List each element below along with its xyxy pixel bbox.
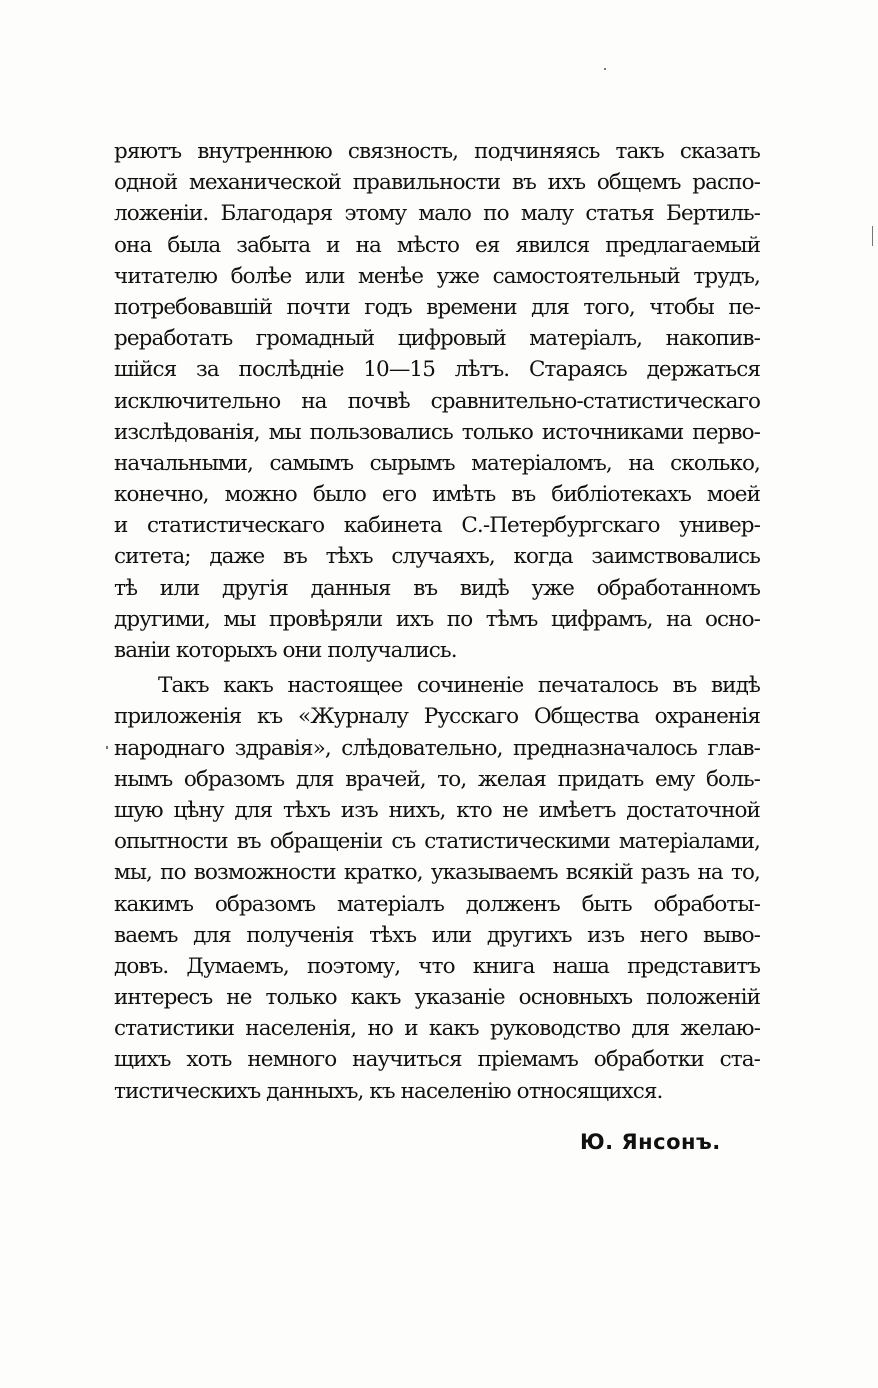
text-line: реработать громадный цифровый матеріалъ, накопив-: [114, 326, 760, 352]
text-line: народнаго здравія», слѣдовательно, предназначалось глав-: [114, 735, 760, 761]
text-line: нымъ образомъ для врачей, то, желая придать ему боль-: [114, 766, 760, 792]
scan-mark-right: [872, 226, 873, 246]
text-line: читателю болѣе или менѣе уже самостоятельный трудъ,: [114, 263, 760, 289]
text-line: начальными, самымъ сырымъ матеріаломъ, на сколько,: [114, 450, 760, 476]
text-line: и статистическаго кабинета С.-Петербургскаго универ-: [114, 513, 760, 539]
text-line: интересъ не только какъ указаніе основныхъ положеній: [114, 985, 760, 1011]
text-line: одной механической правильности въ ихъ общемъ распо-: [114, 170, 760, 196]
text-line: ложеніи. Благодаря этому мало по малу статья Бертиль-: [114, 201, 760, 227]
text-line: ряютъ внутреннюю связность, подчиняясь такъ сказать: [114, 139, 760, 164]
text-line: опытности въ обращеніи съ статистическими матеріалами,: [114, 829, 760, 855]
scan-speck-left: [106, 746, 108, 749]
text-line: ситета; даже въ тѣхъ случаяхъ, когда заимствовались: [114, 544, 760, 570]
text-line: другими, мы провѣряли ихъ по тѣмъ цифрамъ, на осно-: [114, 606, 760, 632]
text-line: довъ. Думаемъ, поэтому, что книга наша представитъ: [114, 953, 760, 979]
text-line: статистики населенія, но и какъ руководство для желаю-: [114, 1016, 760, 1042]
scan-speck-top: [604, 68, 606, 70]
text-line: мы, по возможности кратко, указываемъ всякій разъ на то,: [114, 860, 760, 886]
author-signature: Ю. Янсонъ.: [580, 1130, 721, 1154]
text-line: изслѣдованія, мы пользовались только источниками перво-: [114, 419, 760, 445]
text-line: потребовавшій почти годъ времени для того, чтобы пе-: [114, 294, 760, 320]
text-line: тѣ или другія данныя въ видѣ уже обработанномъ: [114, 575, 760, 601]
text-line: тистическихъ данныхъ, къ населенію относящихся.: [114, 1078, 663, 1104]
text-line: конечно, можно было его имѣть въ библіотекахъ моей: [114, 482, 760, 508]
paragraph-1: [114, 136, 760, 666]
text-line: ваніи которыхъ они получались.: [114, 638, 457, 663]
text-line: Такъ какъ настоящее сочиненіе печаталось въ видѣ: [158, 673, 760, 699]
text-line: исключительно на почвѣ сравнительно-статистическаго: [114, 388, 760, 414]
paragraph-2: [114, 670, 760, 1107]
text-line: приложенія къ «Журналу Русскаго Общества охраненія: [114, 704, 760, 730]
text-line: шую цѣну для тѣхъ изъ нихъ, кто не имѣетъ достаточной: [114, 797, 760, 823]
text-line: щихъ хоть немного научиться пріемамъ обработки ста-: [114, 1047, 760, 1073]
text-line: шійся за послѣдніе 10—15 лѣтъ. Стараясь держаться: [114, 357, 760, 383]
text-line: она была забыта и на мѣсто ея явился предлагаемый: [114, 232, 760, 258]
text-line: ваемъ для полученія тѣхъ или другихъ изъ него выво-: [114, 922, 760, 948]
body-text: [114, 136, 760, 1107]
text-line: какимъ образомъ матеріалъ долженъ быть обработы-: [114, 891, 760, 917]
